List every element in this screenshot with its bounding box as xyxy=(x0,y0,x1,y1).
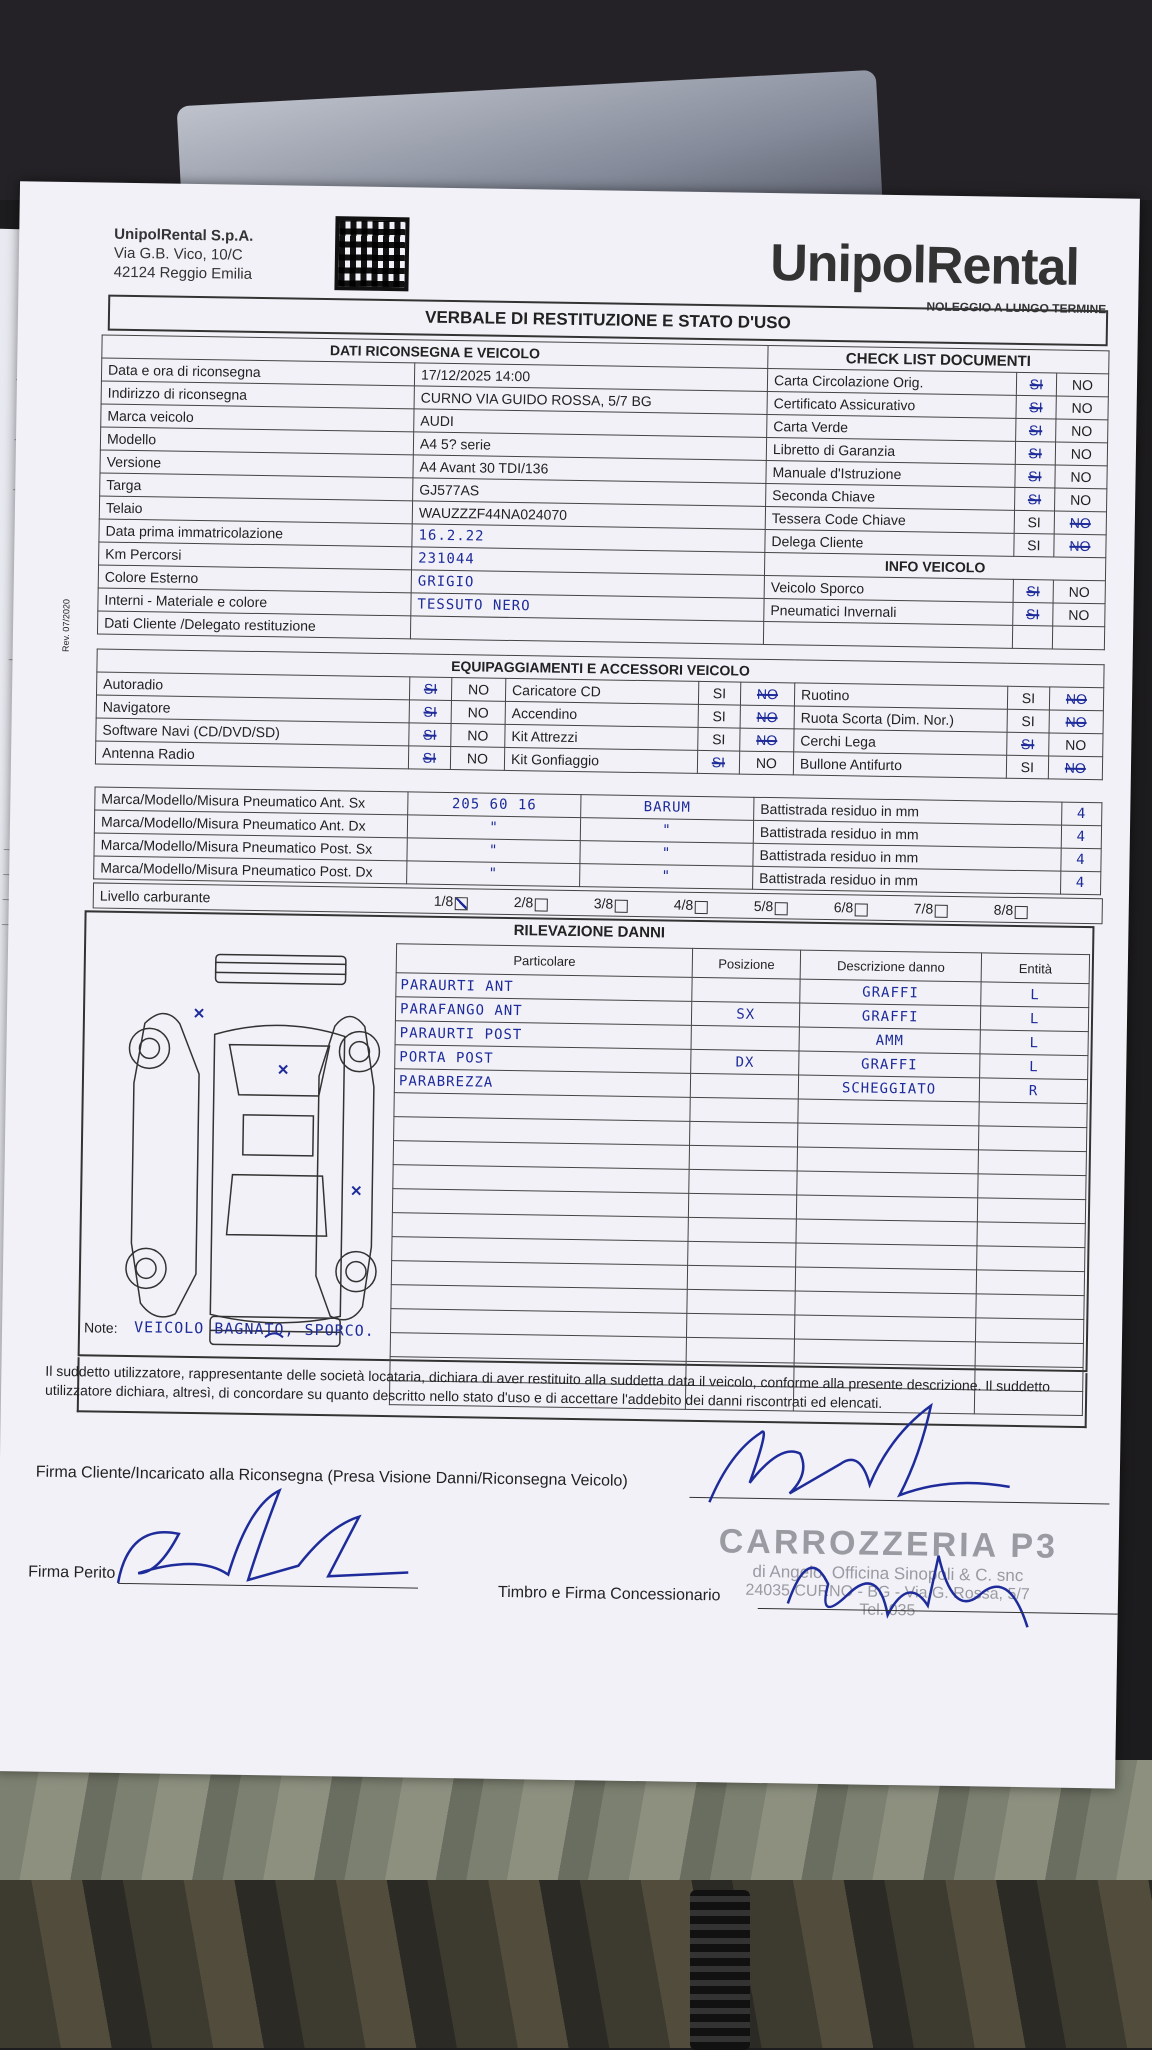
background-fabric-dark xyxy=(0,1880,1152,2048)
equipment-label: Autoradio xyxy=(97,672,410,700)
stamp-line3: 24035 CURNO - BG - Via G. Rossa, 5/7 xyxy=(745,1581,1030,1604)
tyre-tread-value: 4 xyxy=(1060,871,1101,895)
equipment-no: NO xyxy=(451,724,506,748)
damage-cell xyxy=(794,1339,975,1366)
fuel-checkbox[interactable] xyxy=(455,897,468,910)
equipment-no: NO xyxy=(739,751,794,775)
equipment-si: SI xyxy=(698,681,740,705)
damage-part: PARAFANGO ANT xyxy=(395,997,692,1026)
tyre-tread-value: 4 xyxy=(1061,825,1102,849)
checklist-si: SI xyxy=(1014,487,1055,511)
info-si: SI xyxy=(1012,602,1053,626)
info-no: NO xyxy=(1053,603,1105,627)
damage-ent: L xyxy=(981,982,1089,1008)
equipment-no: NO xyxy=(739,728,794,752)
tyre-label: Marca/Modello/Misura Pneumatico Post. Dx xyxy=(94,856,407,884)
damage-desc: SCHEGGIATO xyxy=(798,1075,979,1102)
company-address xyxy=(114,225,254,284)
expert-signature-image xyxy=(108,1483,430,1598)
damage-cell xyxy=(687,1289,795,1315)
company-address-line1: Via G.B. Vico, 10/C xyxy=(113,244,243,264)
damage-pos xyxy=(692,977,800,1003)
vehicle-field-value: 17/12/2025 14:00 xyxy=(414,363,767,392)
tyre-tread-label: Battistrada residuo in mm xyxy=(754,797,1062,825)
damage-ent: L xyxy=(980,1030,1088,1056)
damage-cell xyxy=(976,1294,1084,1320)
damage-pos: SX xyxy=(692,1001,800,1027)
damage-cell xyxy=(689,1145,797,1171)
tyre-label: Marca/Modello/Misura Pneumatico Ant. Dx xyxy=(94,810,407,838)
damage-desc: GRAFFI xyxy=(799,1003,980,1030)
info-si xyxy=(1012,625,1053,649)
equipment-no: NO xyxy=(450,747,505,771)
equipment-label: Kit Gonfiaggio xyxy=(504,747,697,773)
equipment-no: NO xyxy=(740,682,795,706)
vehicle-field-value: A4 5? serie xyxy=(413,432,766,461)
damage-part: PORTA POST xyxy=(395,1045,692,1074)
damage-cell xyxy=(689,1193,797,1219)
equipment-no: NO xyxy=(451,701,506,725)
damage-cell xyxy=(976,1318,1084,1344)
vehicle-field-value: GRIGIO xyxy=(411,570,764,599)
tyre-tread-label: Battistrada residuo in mm xyxy=(753,866,1061,894)
damage-cell xyxy=(690,1097,798,1123)
vehicle-field-value: WAUZZZF44NA024070 xyxy=(412,501,765,530)
damage-header: Entità xyxy=(981,953,1089,984)
company-tagline: NOLEGGIO A LUNGO TERMINE xyxy=(926,299,1107,317)
damage-cell xyxy=(977,1222,1085,1248)
checklist-no: NO xyxy=(1056,419,1108,443)
fuel-checkbox[interactable] xyxy=(855,903,868,916)
equipment-si: SI xyxy=(1007,732,1049,756)
vehicle-field-value: 231044 xyxy=(412,547,765,576)
vehicle-field-label: Marca veicolo xyxy=(101,404,414,432)
equipment-no: NO xyxy=(1048,733,1103,757)
checklist-item-label: Carta Verde xyxy=(767,414,1016,441)
vehicle-field-label: Telaio xyxy=(99,496,412,524)
checklist-si: SI xyxy=(1016,395,1057,419)
vehicle-field-label: Targa xyxy=(100,473,413,501)
damage-header: Posizione xyxy=(692,948,800,979)
equipment-si: SI xyxy=(409,677,451,701)
equipment-si: SI xyxy=(698,727,740,751)
equipment-si: SI xyxy=(1007,709,1049,733)
fuel-level-option[interactable]: 7/8 xyxy=(914,900,934,916)
info-no: NO xyxy=(1053,580,1105,604)
fuel-level-option[interactable]: 6/8 xyxy=(834,899,854,915)
vehicle-field-label: Dati Cliente /Delegato restituzione xyxy=(97,611,410,639)
info-si: SI xyxy=(1013,579,1054,603)
damage-cell xyxy=(796,1195,977,1222)
checklist-no: NO xyxy=(1054,534,1106,558)
vehicle-field-label: Modello xyxy=(100,427,413,455)
checklist-item-label: Libretto di Garanzia xyxy=(766,437,1015,464)
fuel-level-option[interactable]: 3/8 xyxy=(594,895,614,911)
vehicle-field-value: CURNO VIA GUIDO ROSSA, 5/7 BG xyxy=(414,386,767,415)
damage-ent: L xyxy=(981,1006,1089,1032)
damage-table xyxy=(389,943,1090,1416)
checklist-si: SI xyxy=(1015,464,1056,488)
damage-pos xyxy=(691,1025,799,1051)
checklist-si: SI xyxy=(1014,533,1055,557)
tyre-size: " xyxy=(407,861,580,887)
info-item-label xyxy=(763,621,1012,648)
equipment-si: SI xyxy=(408,746,450,770)
damage-cell xyxy=(690,1121,798,1147)
damage-cell xyxy=(979,1126,1087,1152)
fuel-level-option[interactable]: 1/8 xyxy=(434,893,454,909)
vehicle-section-title: DATI RICONSEGNA E VEICOLO xyxy=(102,335,768,368)
checklist-item-label: Delega Cliente xyxy=(765,529,1014,556)
equipment-no: NO xyxy=(740,705,795,729)
damage-cell xyxy=(798,1123,979,1150)
vehicle-field-value: A4 Avant 30 TDI/136 xyxy=(413,455,766,484)
tyre-brand: BARUM xyxy=(581,795,754,821)
damage-part: PARAURTI POST xyxy=(395,1021,692,1050)
equipment-si: SI xyxy=(1007,686,1049,710)
tyre-size: 205 60 16 xyxy=(408,792,581,818)
damage-cell xyxy=(975,1342,1083,1368)
vehicle-field-label: Km Percorsi xyxy=(99,542,412,570)
fuel-checkbox[interactable] xyxy=(695,901,708,914)
damage-cell xyxy=(797,1147,978,1174)
note-value: VEICOLO BAGNATO, SPORCO. xyxy=(133,1318,375,1340)
vehicle-field-label: Versione xyxy=(100,450,413,478)
fuel-checkbox[interactable] xyxy=(1015,906,1028,919)
vehicle-field-value xyxy=(410,616,763,645)
equipment-label: Accendino xyxy=(505,701,698,727)
damage-section xyxy=(78,910,1095,1372)
qr-code-icon xyxy=(334,216,409,291)
checklist-title: CHECK LIST DOCUMENTI xyxy=(768,345,1109,373)
stamp-line2: di Angelo, Officina Sinopoli & C. snc xyxy=(752,1561,1024,1586)
tyre-size: " xyxy=(407,838,580,864)
damage-desc: GRAFFI xyxy=(800,979,981,1006)
equipment-title: EQUIPAGGIAMENTI E ACCESSORI VEICOLO xyxy=(97,649,1104,688)
checklist-no: NO xyxy=(1055,442,1107,466)
damage-cell xyxy=(686,1337,794,1363)
client-signature-image xyxy=(689,1392,1071,1528)
damage-cell xyxy=(797,1171,978,1198)
checklist-item-label: Tessera Code Chiave xyxy=(765,506,1014,533)
info-item-label: Veicolo Sporco xyxy=(764,575,1013,602)
dealer-signature-image xyxy=(777,1523,1059,1637)
equipment-label: Antenna Radio xyxy=(95,741,408,769)
vehicle-field-label: Data e ora di riconsegna xyxy=(101,358,414,386)
damage-desc: GRAFFI xyxy=(799,1051,980,1078)
tyre-size: " xyxy=(407,815,580,841)
damage-cell xyxy=(796,1243,977,1270)
equipment-label: Bullone Antifurto xyxy=(793,752,1006,778)
damage-cell xyxy=(979,1102,1087,1128)
damage-cell xyxy=(795,1291,976,1318)
vehicle-field-label: Colore Esterno xyxy=(98,565,411,593)
damage-header: Particolare xyxy=(396,944,693,978)
tyre-tread-label: Battistrada residuo in mm xyxy=(753,843,1061,871)
vehicle-field-label: Indirizzo di riconsegna xyxy=(101,381,414,409)
tyres-table xyxy=(93,786,1102,895)
equipment-label: Caricatore CD xyxy=(505,678,698,704)
checklist-si: SI xyxy=(1015,418,1056,442)
equipment-label: Ruotino xyxy=(794,683,1007,709)
checklist-item-label: Carta Circolazione Orig. xyxy=(767,368,1016,395)
equipment-label: Ruota Scorta (Dim. Nor.) xyxy=(794,706,1007,732)
fuel-checkbox[interactable] xyxy=(775,902,788,915)
legal-text: Il suddetto utilizzatore, rappresentante delle società locataria, dichiara di aver restituito alla suddetta data il veicolo, conforme alla presente descrizione. Il suddetto utilizzatore dichiara, altresì, di concordare su quanto descritto nello stato d'uso e di accettare l'addebito dei danni riscontrati ed elencati. xyxy=(44,1362,1051,1411)
tyre-tread-value: 4 xyxy=(1061,802,1102,826)
damage-cell xyxy=(688,1217,796,1243)
vehicle-field-label: Data prima immatricolazione xyxy=(99,519,412,547)
tyre-label: Marca/Modello/Misura Pneumatico Post. Sx xyxy=(94,833,407,861)
fuel-label: Livello carburante xyxy=(99,887,211,906)
equipment-label: Navigatore xyxy=(96,695,409,723)
vehicle-data-table xyxy=(97,335,1110,651)
damage-title: RILEVAZIONE DANNI xyxy=(513,922,666,942)
fuel-level-option[interactable]: 4/8 xyxy=(674,897,694,913)
damage-cell xyxy=(978,1174,1086,1200)
equipment-label: Software Navi (CD/DVD/SD) xyxy=(96,718,409,746)
company-name: UnipolRental S.p.A. xyxy=(114,225,254,245)
fuel-checkbox[interactable] xyxy=(535,898,548,911)
tyre-brand: " xyxy=(580,864,753,890)
equipment-si: SI xyxy=(409,723,451,747)
checklist-no: NO xyxy=(1054,488,1106,512)
damage-pos: DX xyxy=(691,1049,799,1075)
company-address-line2: 42124 Reggio Emilia xyxy=(113,263,253,283)
checklist-item-label: Seconda Chiave xyxy=(766,483,1015,510)
dealer-signature-label: Timbro e Firma Concessionario xyxy=(497,1583,721,1605)
car-diagram-icon xyxy=(100,943,386,1357)
damage-ent: R xyxy=(979,1078,1087,1104)
damage-cell xyxy=(978,1150,1086,1176)
expert-signature-label: Firma Perito xyxy=(28,1563,116,1582)
equipment-si: SI xyxy=(1006,755,1048,779)
tyre-brand: " xyxy=(580,841,753,867)
damage-part: PARABREZZA xyxy=(394,1069,691,1098)
equipment-si: SI xyxy=(697,750,739,774)
damage-cell xyxy=(688,1241,796,1267)
equipment-si: SI xyxy=(698,704,740,728)
damage-cell xyxy=(977,1246,1085,1272)
damage-cell xyxy=(976,1270,1084,1296)
vehicle-field-label: Interni - Materiale e colore xyxy=(98,588,411,616)
damage-cell xyxy=(795,1315,976,1342)
checklist-item-label: Certificato Assicurativo xyxy=(767,391,1016,418)
equipment-label: Cerchi Lega xyxy=(794,729,1007,755)
checklist-no: NO xyxy=(1056,396,1108,420)
info-no xyxy=(1052,626,1104,650)
company-logo: UnipolRental xyxy=(769,234,1080,297)
damage-desc: AMM xyxy=(799,1027,980,1054)
tyre-brand: " xyxy=(580,818,753,844)
checklist-si: SI xyxy=(1014,510,1055,534)
damage-cell xyxy=(798,1099,979,1126)
equipment-label: Kit Attrezzi xyxy=(505,724,698,750)
equipment-table xyxy=(95,648,1105,780)
damage-cell xyxy=(687,1265,795,1291)
fuel-level-option[interactable]: 8/8 xyxy=(994,902,1014,918)
fuel-level-option[interactable]: 5/8 xyxy=(754,898,774,914)
form-sheet xyxy=(0,181,1140,1788)
info-title: INFO VEICOLO xyxy=(764,552,1105,580)
damage-pos xyxy=(691,1073,799,1099)
stamp-line1: CARROZZERIA P3 xyxy=(718,1522,1059,1566)
vehicle-field-value: GJ577AS xyxy=(413,478,766,507)
revision-label: Rev. 07/2020 xyxy=(60,599,72,653)
damage-cell xyxy=(795,1267,976,1294)
tyre-label: Marca/Modello/Misura Pneumatico Ant. Sx xyxy=(95,787,408,815)
checklist-si: SI xyxy=(1016,372,1057,396)
vehicle-field-value: AUDI xyxy=(414,409,767,438)
damage-cell xyxy=(689,1169,797,1195)
checklist-no: NO xyxy=(1056,373,1108,397)
form-title: VERBALE DI RESTITUZIONE E STATO D'USO xyxy=(108,295,1108,347)
client-signature-label: Firma Cliente/Incaricato alla Riconsegna (Presa Visione Danni/Riconsegna Veicolo) xyxy=(35,1463,628,1490)
vehicle-field-value: 16.2.22 xyxy=(412,524,765,553)
equipment-no: NO xyxy=(451,678,506,702)
checklist-item-label: Manuale d'Istruzione xyxy=(766,460,1015,487)
vehicle-field-value: TESSUTO NERO xyxy=(411,593,764,622)
fuel-checkbox[interactable] xyxy=(935,905,948,918)
equipment-si: SI xyxy=(409,700,451,724)
damage-ent: L xyxy=(980,1054,1088,1080)
tyre-tread-value: 4 xyxy=(1061,848,1102,872)
checklist-si: SI xyxy=(1015,441,1056,465)
checklist-no: NO xyxy=(1055,465,1107,489)
equipment-no: NO xyxy=(1049,710,1104,734)
fuel-checkbox[interactable] xyxy=(615,900,628,913)
damage-cell xyxy=(687,1313,795,1339)
note-label: Note: xyxy=(83,1319,118,1336)
damage-cell xyxy=(977,1198,1085,1224)
zipper xyxy=(690,1890,750,2050)
fuel-level-option[interactable]: 2/8 xyxy=(514,894,534,910)
checklist-no: NO xyxy=(1054,511,1106,535)
info-item-label: Pneumatici Invernali xyxy=(764,598,1013,625)
damage-header: Descrizione danno xyxy=(800,950,982,982)
equipment-no: NO xyxy=(1048,756,1103,780)
equipment-no: NO xyxy=(1049,687,1104,711)
damage-cell xyxy=(796,1219,977,1246)
damage-part: PARAURTI ANT xyxy=(396,973,693,1002)
tyre-tread-label: Battistrada residuo in mm xyxy=(753,820,1061,848)
